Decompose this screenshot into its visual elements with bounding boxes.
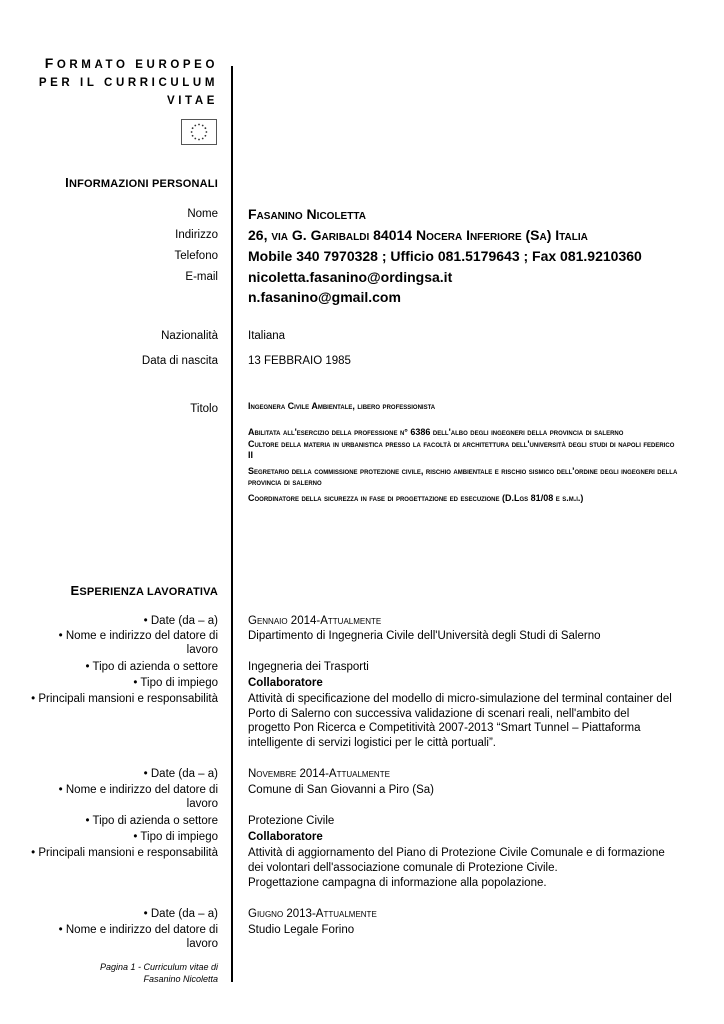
nationality-value: Italiana <box>248 330 286 342</box>
job-1-dates-label: • Date (da – a) <box>143 615 218 627</box>
birth-value: 13 FEBBRAIO 1985 <box>248 355 351 367</box>
vertical-divider <box>231 66 233 982</box>
job-3-dates-label: • Date (da – a) <box>143 908 218 920</box>
header-line-2: PER IL CURRICULUM <box>38 77 218 89</box>
job-1-job-type-label: • Tipo di impiego <box>133 677 218 689</box>
job-2-dates-label: • Date (da – a) <box>143 768 218 780</box>
job-1-job-type: Collaboratore <box>248 677 323 689</box>
footer-line-1: Pagina 1 - Curriculum vitae di <box>99 962 218 972</box>
phone-label: Telefono <box>174 250 218 262</box>
section-personal-info: INFORMAZIONI PERSONALI <box>65 175 218 190</box>
section-work-experience: ESPERIENZA LAVORATIVA <box>70 583 218 598</box>
job-2-employer-label: • Nome e indirizzo del datore di lavoro <box>58 784 218 810</box>
eu-flag-icon <box>181 119 217 145</box>
page-footer <box>18 961 218 985</box>
address-value: 26, via G. Garibaldi 84014 Nocera Inferiore (Sa) Italia <box>248 227 588 243</box>
title-line-2: Cultore della materia in urbanistica presso la facoltà di architettura dell'università degli studi di napoli federico II <box>248 439 675 460</box>
birth-label: Data di nascita <box>141 355 218 367</box>
document-header <box>18 54 218 110</box>
phone-value: Mobile 340 7970328 ; Ufficio 081.5179643 ; Fax 081.9210360 <box>248 248 642 264</box>
email-label: E-mail <box>185 271 218 283</box>
job-3-dates: Giugno 2013-Attualmente <box>248 908 377 920</box>
title-value: Ingegnera Civile Ambientale, libero professionista <box>248 401 436 411</box>
header-line-3: VITAE <box>166 95 218 107</box>
job-2-duties: Attività di aggiornamento del Piano di Protezione Civile Comunale e di formazione dei volontari dell'associazione comunale di Protezione Civile. <box>248 847 665 874</box>
job-1-duties-label: • Principali mansioni e responsabilità <box>31 693 218 705</box>
email-value-1: nicoletta.fasanino@ordingsa.it <box>248 269 453 285</box>
job-1-employer: Dipartimento di Ingegneria Civile dell'Università degli Studi di Salerno <box>248 630 601 642</box>
job-2-dates: Novembre 2014-Attualmente <box>248 768 390 780</box>
title-line-3: Segretario della commissione protezione civile, rischio ambientale e rischio sismico dell'ordine degli ingegneri della provincia di salerno <box>248 466 678 487</box>
job-1-company-type: Ingegneria dei Trasporti <box>248 661 369 673</box>
name-value: Fasanino Nicoletta <box>248 206 366 222</box>
name-label: Nome <box>187 208 218 220</box>
job-3-employer-label: • Nome e indirizzo del datore di lavoro <box>58 924 218 950</box>
title-line-1: Abilitata all'esercizio della professione n° 6386 dell'albo degli ingegneri della provincia di salerno <box>248 427 624 437</box>
job-2-duties-2: Progettazione campagna di informazione alla popolazione. <box>248 877 547 889</box>
job-3-employer: Studio Legale Forino <box>248 924 355 936</box>
job-2-employer: Comune di San Giovanni a Piro (Sa) <box>248 784 435 796</box>
email-value-2: n.fasanino@gmail.com <box>248 289 401 305</box>
job-1-company-type-label: • Tipo di azienda o settore <box>85 661 218 673</box>
header-line-1: FORMATO EUROPEO <box>44 55 218 71</box>
job-2-company-type-label: • Tipo di azienda o settore <box>85 815 218 827</box>
footer-line-2: Fasanino Nicoletta <box>143 974 218 984</box>
job-1-employer-label: • Nome e indirizzo del datore di lavoro <box>58 630 218 656</box>
job-2-job-type-label: • Tipo di impiego <box>133 831 218 843</box>
job-2-company-type: Protezione Civile <box>248 815 335 827</box>
job-2-duties-label: • Principali mansioni e responsabilità <box>31 847 218 859</box>
job-1-dates: Gennaio 2014-Attualmente <box>248 615 382 627</box>
job-1-duties: Attività di specificazione del modello di micro-simulazione del terminal container del Porto di Salerno con successiva validazione di scenari reali, nell'ambito del progetto Pon Ricerca e Competitività 2007-2013 “Smart Tunnel – Piattaforma intelligente di servizi logistici per le città portuali”. <box>248 693 672 749</box>
title-line-4: Coordinatore della sicurezza in fase di progettazione ed esecuzione (D.Lgs 81/08 e s.m.i.) <box>248 493 584 503</box>
job-2-job-type: Collaboratore <box>248 831 323 843</box>
title-label: Titolo <box>190 403 218 415</box>
nationality-label: Nazionalità <box>161 330 218 342</box>
address-label: Indirizzo <box>175 229 218 241</box>
